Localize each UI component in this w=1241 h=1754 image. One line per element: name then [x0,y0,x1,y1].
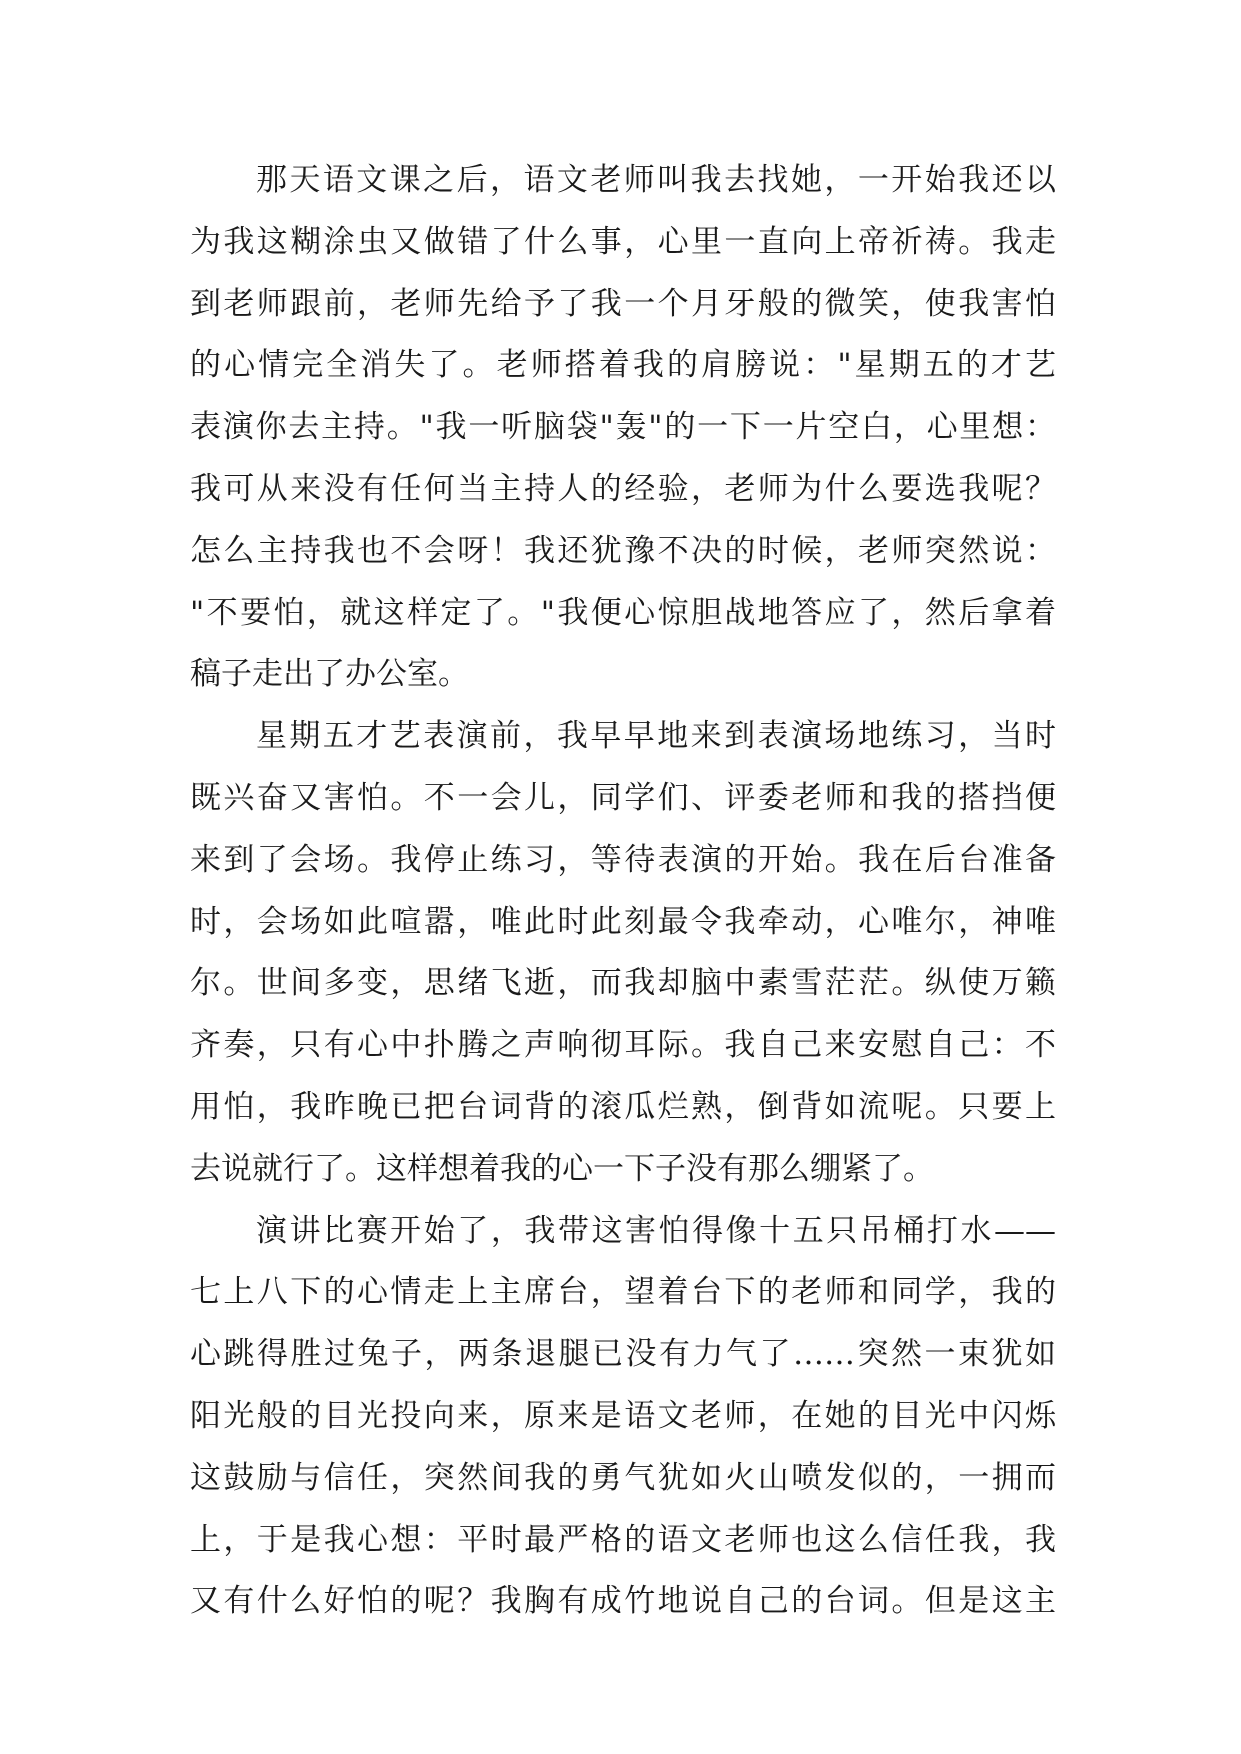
text-line: 尔。世间多变，思绪飞逝，而我却脑中素雪茫茫。纵使万籁 [190,965,1056,1002]
text-line: 怎么主持我也不会呀！我还犹豫不决的时候，老师突然说： [190,532,1056,569]
text-line: 这鼓励与信任，突然间我的勇气犹如火山喷发似的，一拥而 [190,1459,1056,1496]
text-line: 我可从来没有任何当主持人的经验，老师为什么要选我呢？ [190,470,1056,507]
text-line: 上，于是我心想：平时最严格的语文老师也这么信任我，我 [190,1521,1056,1558]
text-line: 那天语文课之后，语文老师叫我去找她，一开始我还以 [256,162,1056,198]
text-line: 稿子走出了办公室。 [190,656,469,693]
paragraph-2 [190,706,1056,1200]
text-line: "不要怕，就这样定了。"我便心惊胆战地答应了，然后拿着 [190,594,1056,631]
paragraph-3 [190,1201,1056,1634]
text-line: 去说就行了。这样想着我的心一下子没有那么绷紧了。 [190,1150,934,1187]
text-line: 齐奏，只有心中扑腾之声响彻耳际。我自己来安慰自己：不 [190,1027,1056,1064]
text-line: 表演你去主持。"我一听脑袋"轰"的一下一片空白，心里想： [190,409,1056,446]
text-line: 为我这糊涂虫又做错了什么事，心里一直向上帝祈祷。我走 [190,223,1056,260]
text-line: 心跳得胜过兔子，两条退腿已没有力气了……突然一束犹如 [190,1336,1056,1373]
text-line: 来到了会场。我停止练习，等待表演的开始。我在后台准备 [190,841,1056,878]
document-page [190,150,1056,1633]
text-line: 用怕，我昨晚已把台词背的滚瓜烂熟，倒背如流呢。只要上 [190,1088,1056,1125]
text-line: 到老师跟前，老师先给予了我一个月牙般的微笑，使我害怕 [190,285,1056,322]
text-line: 的心情完全消失了。老师搭着我的肩膀说："星期五的才艺 [190,347,1056,384]
text-line: 七上八下的心情走上主席台，望着台下的老师和同学，我的 [190,1274,1056,1311]
text-line: 阳光般的目光投向来，原来是语文老师，在她的目光中闪烁 [190,1397,1056,1434]
text-line: 时，会场如此喧嚣，唯此时此刻最令我牵动，心唯尔，神唯 [190,903,1056,940]
paragraph-1 [190,150,1056,706]
text-line: 演讲比赛开始了，我带这害怕得像十五只吊桶打水—— [256,1212,1056,1249]
text-line: 既兴奋又害怕。不一会儿，同学们、评委老师和我的搭挡便 [190,779,1056,816]
text-line: 星期五才艺表演前，我早早地来到表演场地练习，当时 [256,718,1056,755]
text-line: 又有什么好怕的呢？我胸有成竹地说自己的台词。但是这主 [190,1583,1056,1620]
